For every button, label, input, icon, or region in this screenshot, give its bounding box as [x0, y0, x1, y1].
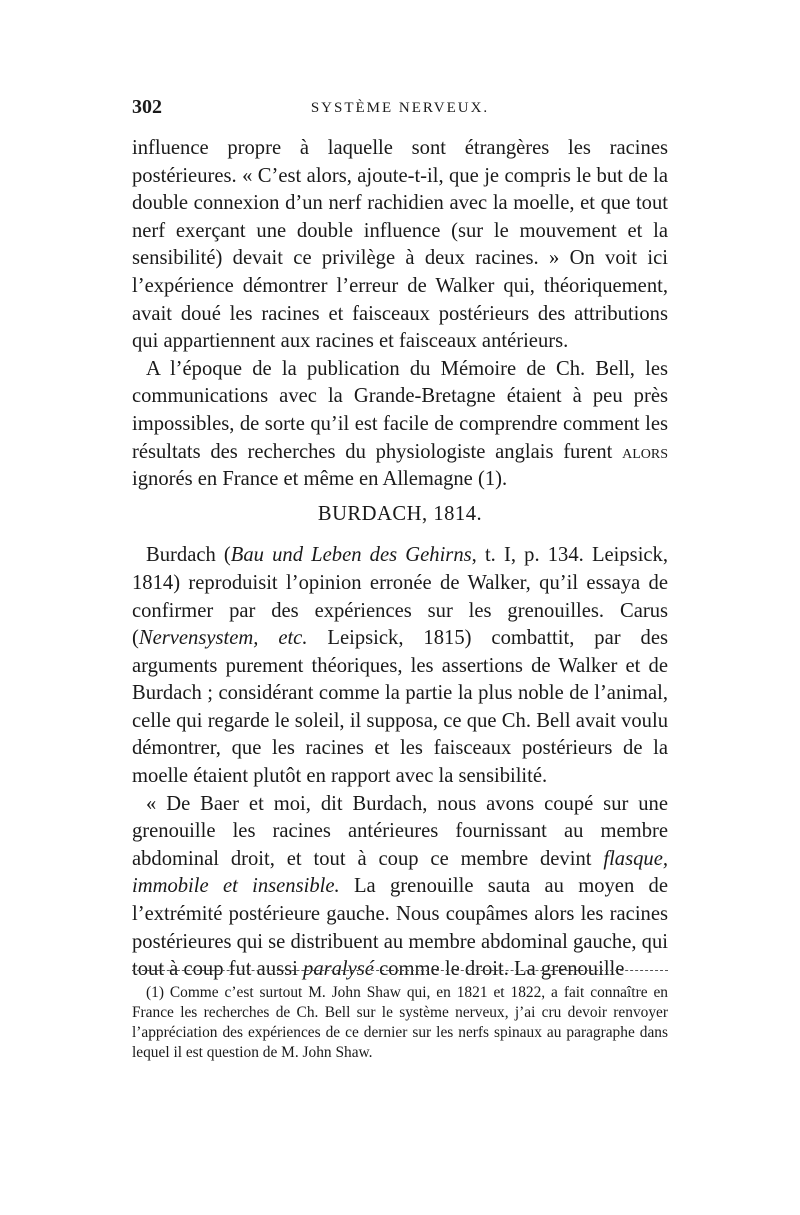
running-title: SYSTÈME NERVEUX.: [310, 100, 490, 116]
main-text: [132, 135, 668, 984]
page-number: 302: [132, 96, 162, 118]
section-title: BURDACH, 1814.: [317, 502, 483, 525]
text-run: « De Baer et moi, dit Burdach, nous avons coupé sur une grenouille les racines antérieures fournissant au membre abdominal droit, et tout à coup ce membre devint: [132, 792, 668, 870]
page-header: [132, 96, 668, 126]
smallcaps-word: alors: [622, 440, 668, 463]
text-run: comme le droit. La grenouille: [373, 958, 625, 981]
footnote-rule: [132, 970, 668, 971]
footnote: [132, 983, 668, 1063]
paragraph-continuation: [132, 135, 668, 356]
italic-emphasis: flasque, immobile et insensible.: [132, 847, 668, 898]
italic-title: Nervensystem, etc.: [138, 627, 308, 650]
paragraph-text: influence propre à laquelle sont étrangères les racines postérieures. « C’est alors, ajoute-t-il, que je compris le but de la double connexion d’un nerf rachidien avec la moelle, et que tout nerf exerçant une double influence (sur le mouvement et la sensibilité) devait ce privilège à deux racines. » On voit ici l’expérience démontrer l’erreur de Walker qui, théoriquement, avait doué les racines et faisceaux postérieurs des attributions qui appartiennent aux racines et faisceaux antérieurs.: [132, 137, 668, 353]
paragraph-text: ignorés en France et même en Allemagne (1).: [132, 468, 508, 491]
text-run: Burdach (: [146, 544, 231, 567]
italic-title: Bau und Leben des Gehirns: [230, 544, 472, 567]
paragraph-bell-publication: [132, 356, 668, 494]
paragraph-burdach: [132, 542, 668, 790]
paragraph-text: A l’époque de la publication du Mémoire de Ch. Bell, les communications avec la Grande-Bretagne étaient à peu près impossibles, de sorte qu’il est facile de comprendre comment les résultats des recherches du physiologiste anglais furent: [132, 357, 668, 463]
italic-emphasis: paralysé: [303, 958, 374, 981]
footnote-text: (1) Comme c’est surtout M. John Shaw qui, en 1821 et 1822, a fait connaître en France les recherches de Ch. Bell sur le système nerveux, j’ai cru devoir renvoyer l’appréciation des expériences de ce dernier sur les nerfs spinaux au paragraphe dans lequel il est question de M. John Shaw.: [132, 984, 668, 1061]
text-run: Leipsick, 1815) combattit, par des arguments purement théoriques, les assertions de Walker et de Burdach ; considérant comme la partie la plus noble de l’animal, celle qui regarde le soleil, il supposa, ce que Ch. Bell avait voulu démontrer, que les racines et les faisceaux postérieurs de la moelle étaient plutôt en rapport avec la sensibilité.: [132, 627, 668, 788]
text-run: La grenouille sauta au moyen de l’extrémité postérieure gauche. Nous coupâmes alors les racines postérieures qui se distribuent au membre abdominal gauche, qui tout à coup fut aussi: [132, 875, 668, 981]
paragraph-quote: [132, 791, 668, 984]
text-run: , t. I, p. 134. Leipsick, 1814) reproduisit l’opinion erronée de Walker, qu’il essaya de confirmer par des expériences sur les grenouilles. Carus (: [132, 544, 669, 650]
